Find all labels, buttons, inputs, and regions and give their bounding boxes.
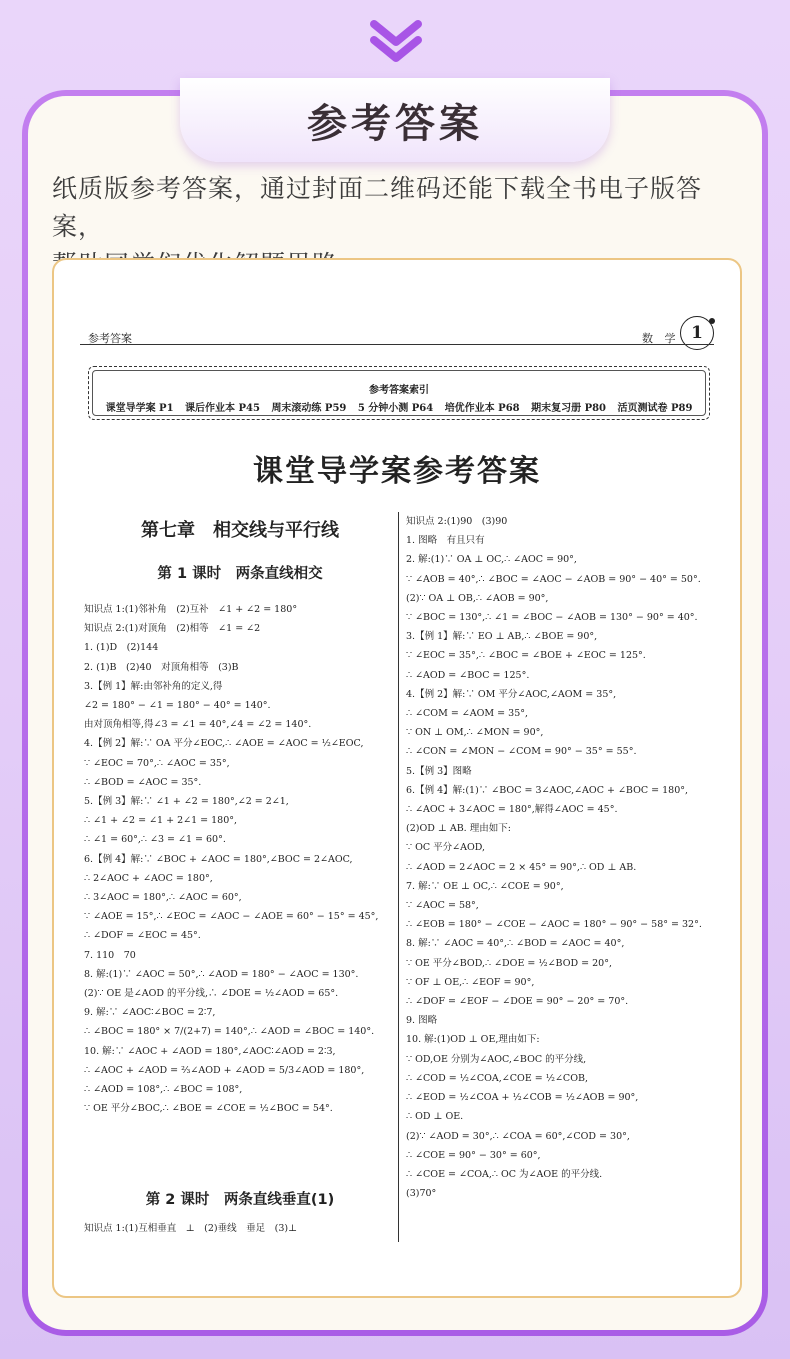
answer-line: ∴ ∠EOB = 180° − ∠COE − ∠AOC = 180° − 90° − 58° = 32°.: [406, 919, 702, 931]
lesson-heading: 第 1 课时 两条直线相交: [157, 566, 323, 582]
answer-line: 8. 解:(1)∵ ∠AOC = 50°,∴ ∠AOD = 180° − ∠AOC = 130°.: [84, 968, 359, 980]
answer-line: 3.【例 1】解:∵ EO ⊥ AB,∴ ∠BOE = 90°,: [406, 631, 598, 643]
answer-line: 9. 解:∵ ∠AOC∶∠BOC = 2∶7,: [84, 1007, 216, 1019]
running-header-subject: 数 学: [642, 332, 680, 345]
answer-line: ∵ ∠AOE = 15°,∴ ∠EOC = ∠AOC − ∠AOE = 60° − 15° = 45°,: [84, 911, 379, 923]
answer-line: ∵ OE 平分∠BOD,∴ ∠DOE = ½∠BOD = 20°,: [406, 957, 612, 969]
answer-line: (2)OD ⊥ AB. 理由如下:: [406, 823, 511, 835]
answer-line: ∴ OD ⊥ OE.: [406, 1111, 464, 1123]
answer-line: ∴ ∠AOD = 2∠AOC = 2 × 45° = 90°,∴ OD ⊥ AB.: [406, 861, 637, 873]
answer-line: 由对顶角相等,得∠3 = ∠1 = 40°,∠4 = ∠2 = 140°.: [84, 719, 312, 731]
answer-line: ∴ ∠AOC + ∠AOD = ⅔∠AOD + ∠AOD = 5/3∠AOD = 180°,: [84, 1064, 365, 1076]
title-tab: [180, 78, 610, 162]
index-item: 课后作业本 P45: [185, 403, 260, 414]
answer-line: ∴ ∠BOC = 180° × 7/(2+7) = 140°,∴ ∠AOD = ∠BOC = 140°.: [84, 1026, 375, 1038]
left-column: [84, 600, 396, 1118]
answer-line: ∵ ∠AOB = 40°,∴ ∠BOC = ∠AOC − ∠AOB = 90° − 40° = 50°.: [406, 573, 701, 585]
answer-line: ∴ ∠1 + ∠2 = ∠1 + 2∠1 = 180°,: [84, 815, 238, 827]
answer-line: ∴ ∠AOD = ∠BOC = 125°.: [406, 669, 530, 681]
answer-line: ∴ ∠AOD = 108°,∴ ∠BOC = 108°,: [84, 1084, 243, 1096]
answer-line: (2)∵ OA ⊥ OB,∴ ∠AOB = 90°,: [406, 592, 549, 604]
answer-line: ∴ ∠BOD = ∠AOC = 35°.: [84, 776, 202, 788]
answer-line: ∴ ∠COM = ∠AOM = 35°,: [406, 708, 529, 720]
running-header-left: 参考答案: [88, 332, 132, 345]
answer-line: ∴ ∠DOF = ∠EOF − ∠DOE = 90° − 20° = 70°.: [406, 996, 629, 1008]
right-column: [406, 512, 726, 1203]
answer-index: [92, 370, 706, 416]
index-title: 参考答案索引: [369, 385, 429, 396]
answer-line: 1. (1)D (2)144: [84, 642, 159, 654]
answer-line: ∴ ∠COE = ∠COA,∴ OC 为∠AOE 的平分线.: [406, 1168, 603, 1180]
answer-line: ∵ ∠BOC = 130°,∴ ∠1 = ∠BOC − ∠AOB = 130° − 90° = 40°.: [406, 612, 698, 624]
answer-line: 知识点 2:(1)对顶角 (2)相等 ∠1 = ∠2: [84, 623, 261, 635]
answer-line: ∴ ∠DOF = ∠EOC = 45°.: [84, 930, 201, 942]
answer-line: 3.【例 1】解:由邻补角的定义,得: [84, 680, 223, 692]
index-item: 课堂导学案 P1: [105, 403, 174, 414]
page-title: 参考答案: [307, 101, 483, 147]
main-title: 课堂导学案参考答案: [253, 454, 541, 489]
answer-line: 知识点 2:(1)90 (3)90: [406, 516, 508, 527]
answer-line: 10. 解:∵ ∠AOC + ∠AOD = 180°,∠AOC∶∠AOD = 2∶3,: [84, 1045, 336, 1057]
answer-line: 6.【例 4】解:∵ ∠BOC + ∠AOC = 180°,∠BOC = 2∠AOC,: [84, 853, 353, 865]
answer-line: 4.【例 2】解:∵ OM 平分∠AOC,∠AOM = 35°,: [406, 688, 617, 700]
column-divider: [398, 512, 399, 1242]
answer-line: ∵ ∠EOC = 35°,∴ ∠BOC = ∠BOE + ∠EOC = 125°.: [406, 650, 646, 662]
answer-line: 9. 图略: [406, 1015, 438, 1027]
answer-line: 知识点 1:(1)互相垂直 ⊥ (2)垂线 垂足 (3)⊥: [84, 1223, 298, 1234]
answer-line: 10. 解:(1)OD ⊥ OE,理由如下:: [406, 1034, 540, 1046]
answer-line: ∵ OF ⊥ OE,∴ ∠EOF = 90°,: [406, 976, 535, 988]
chapter-heading: 第七章 相交线与平行线: [141, 520, 339, 541]
answer-line: ∴ 2∠AOC + ∠AOC = 180°,: [84, 872, 213, 884]
answer-line: ∴ ∠EOD = ½∠COA + ½∠COB = ½∠AOB = 90°,: [406, 1092, 639, 1104]
lesson-heading: 第 2 课时 两条直线垂直(1): [145, 1192, 335, 1208]
answer-line: 7. 解:∵ OE ⊥ OC,∴ ∠COE = 90°,: [406, 880, 564, 892]
answer-line: 4.【例 2】解:∵ OA 平分∠EOC,∴ ∠AOE = ∠AOC = ½∠EOC,: [84, 738, 364, 750]
header-rule: [80, 344, 714, 345]
answer-line: ∴ 3∠AOC = 180°,∴ ∠AOC = 60°,: [84, 892, 242, 904]
answer-line: ∵ OE 平分∠BOC,∴ ∠BOE = ∠COE = ½∠BOC = 54°.: [84, 1103, 333, 1115]
index-item: 期末复习册 P80: [531, 403, 607, 414]
answer-line: ∵ OC 平分∠AOD,: [406, 842, 486, 854]
answer-line: ∵ ∠AOC = 58°,: [406, 900, 479, 912]
intro-line: 纸质版参考答案，通过封面二维码还能下载全书电子版答案，: [52, 174, 703, 241]
answer-line: ∴ ∠COD = ½∠COA,∠COE = ½∠COB,: [406, 1072, 588, 1084]
answer-line: ∴ ∠1 = 60°,∴ ∠3 = ∠1 = 60°.: [84, 834, 226, 846]
page-number: 1: [680, 316, 714, 350]
answer-line: 5.【例 3】解:∵ ∠1 + ∠2 = 180°,∠2 = 2∠1,: [84, 796, 289, 808]
answer-line: (2)∵ ∠AOD = 30°,∴ ∠COA = 60°,∠COD = 30°,: [406, 1130, 630, 1142]
index-item: 5 分钟小测 P64: [357, 403, 434, 414]
answer-page: [54, 260, 740, 1296]
index-item: 培优作业本 P68: [444, 403, 520, 414]
index-item: 周末滚动练 P59: [271, 403, 347, 414]
answer-line: 1. 图略 有且只有: [406, 535, 485, 547]
answer-line: ∴ ∠COE = 90° − 30° = 60°,: [406, 1149, 541, 1161]
index-item: 活页测试卷 P89: [617, 403, 693, 414]
answer-line: 8. 解:∵ ∠AOC = 40°,∴ ∠BOD = ∠AOC = 40°,: [406, 938, 625, 950]
answer-line: 2. 解:(1)∵ OA ⊥ OC,∴ ∠AOC = 90°,: [406, 554, 577, 566]
answer-line: ∵ ∠EOC = 70°,∴ ∠AOC = 35°,: [84, 757, 230, 769]
index-items: [93, 399, 705, 414]
answer-line: ∴ ∠CON = ∠MON − ∠COM = 90° − 35° = 55°.: [406, 746, 637, 758]
answer-line: ∵ OD,OE 分别为∠AOC,∠BOC 的平分线,: [406, 1053, 587, 1065]
answer-line: 6.【例 4】解:(1)∵ ∠BOC = 3∠AOC,∠AOC + ∠BOC = 180°,: [406, 784, 689, 796]
answer-line: (3)70°: [406, 1188, 437, 1200]
answer-line: ∠2 = 180° − ∠1 = 180° − 40° = 140°.: [84, 700, 271, 712]
answer-line: (2)∵ OE 是∠AOD 的平分线,∴ ∠DOE = ½∠AOD = 65°.: [84, 988, 339, 1000]
double-chevron-down-icon: [368, 18, 424, 62]
answer-line: ∵ ON ⊥ OM,∴ ∠MON = 90°,: [406, 727, 544, 739]
answer-line: ∴ ∠AOC + 3∠AOC = 180°,解得∠AOC = 45°.: [406, 804, 618, 816]
answer-page-preview: [52, 258, 742, 1298]
answer-line: 5.【例 3】图略: [406, 765, 472, 777]
answer-line: 知识点 1:(1)邻补角 (2)互补 ∠1 + ∠2 = 180°: [84, 604, 298, 615]
page-number-dot: [709, 318, 715, 324]
answer-line: 7. 110 70: [84, 949, 136, 961]
answer-line: 2. (1)B (2)40 对顶角相等 (3)B: [84, 661, 239, 673]
